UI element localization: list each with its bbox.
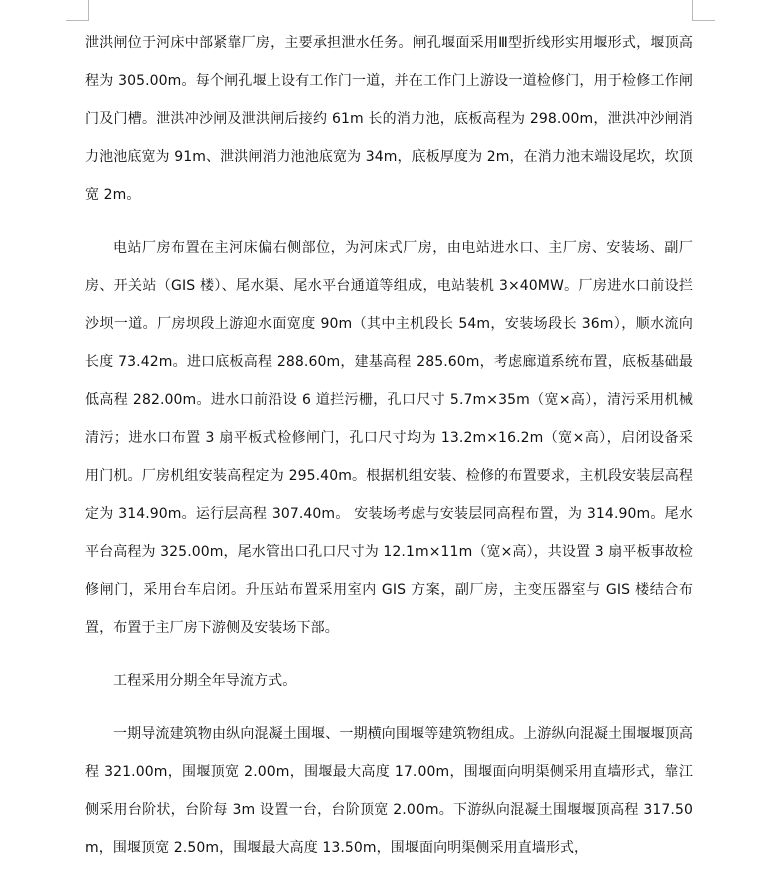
page-corner-mark-left bbox=[66, 0, 89, 21]
document-page bbox=[85, 24, 693, 882]
paragraph-spillway: 泄洪闸位于河床中部紧靠厂房，主要承担泄水任务。闸孔堰面采用Ⅲ型折线形实用堰形式，堰顶高程为 305.00m。每个闸孔堰上设有工作门一道，并在工作门上游设一道检修门，用于检修工作闸门及门槽。泄洪冲沙闸及泄洪闸后接约 61m 长的消力池，底板高程为 298.00m，泄洪冲沙闸消力池池底宽为 91m、泄洪闸消力池池底宽为 34m，底板厚度为 2m，在消力池末端设尾坎，坎顶宽 2m。 bbox=[85, 35, 693, 203]
paragraph-diversion-method: 工程采用分期全年导流方式。 bbox=[113, 673, 297, 689]
paragraph-powerhouse: 电站厂房布置在主河床偏右侧部位，为河床式厂房，由电站进水口、主厂房、安装场、副厂房、开关站（GIS 楼）、尾水渠、尾水平台通道等组成，电站装机 3×40MW。厂房进水口前设拦沙坝一道。厂房坝段上游迎水面宽度 90m（其中主机段长 54m，安装场段长 36m），顺水流向长度 73.42m。进口底板高程 288.60m，建基高程 285.60m，考虑廊道系统布置，底板基础最低高程 282.00m。进水口前沿设 6 道拦污栅，孔口尺寸 5.7m×35m（宽×高），清污采用机械清污；进水口布置 3 扇平板式检修闸门，孔口尺寸均为 13.2m×16.2m（宽×高），启闭设备采用门机。厂房机组安装高程定为 295.40m。根据机组安装、检修的布置要求，主机段安装层高程定为 314.90m。运行层高程 307.40m。 安装场考虑与安装层同高程布置，为 314.90m。尾水平台高程为 325.00m，尾水管出口孔口尺寸为 12.1m×11m（宽×高），共设置 3 扇平板事故检修闸门，采用台车启闭。升压站布置采用室内 GIS 方案，副厂房，主变压器室与 GIS 楼结合布置，布置于主厂房下游侧及安装场下部。 bbox=[85, 240, 693, 636]
page-corner-mark-right bbox=[692, 0, 715, 21]
paragraph-first-stage-cofferdam: 一期导流建筑物由纵向混凝土围堰、一期横向围堰等建筑物组成。上游纵向混凝土围堰堰顶高程 321.00m，围堰顶宽 2.00m，围堰最大高度 17.00m，围堰面向明渠侧采用直墙形式，靠江侧采用台阶状，台阶每 3m 设置一台，台阶顶宽 2.00m。下游纵向混凝土围堰堰顶高程 317.50m，围堰顶宽 2.50m，围堰最大高度 13.50m，围堰面向明渠侧采用直墙形式， bbox=[85, 726, 693, 856]
